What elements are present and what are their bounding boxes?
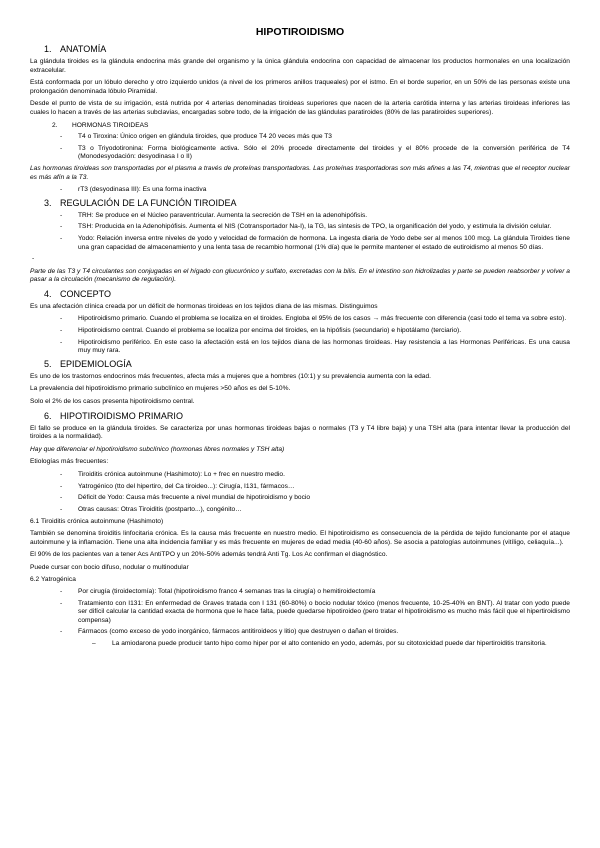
paragraph: Desde el punto de vista de su irrigación, está nutrida por 4 arterias denominadas tiroideas superiores que nacen de la arteria carótida interna y las arterias tiroideas inferiores las cuales lo hacen a través de las arterias subclavias, encargadas sobre todo, de la irrigación de las glándulas paratiroides (80% de las paratiroides superiores). — [30, 100, 570, 116]
bullet-icon: - — [60, 587, 63, 595]
italic-note: Las hormonas tiroideas son transportadas por el plasma a través de proteínas transportadoras. Las proteínas trasportadoras son más afines a las T4, mientras que el receptor nuclear es más afín a la T3. — [30, 164, 570, 181]
subsection-heading-hashimoto: 6.1 Tiroiditis crónica autoinmune (Hashimoto) — [30, 518, 164, 526]
bullet-icon: - — [60, 315, 63, 323]
paragraph: La prevalencia del hipotiroidismo primario subclínico en mujeres >50 años es del 5-10%. — [30, 385, 291, 393]
list-item: - T3 o Triyodotironina: Forma biológicamente activa. Sólo el 20% procede directamente del tiroides y el 80% procede de la conversión periférica de T4 (Monodesyodación: desyodinasa I o II) — [60, 144, 570, 161]
bullet-icon: - — [60, 144, 63, 152]
bullet-icon: - — [60, 505, 63, 513]
regulacion-list — [30, 212, 570, 252]
list-item: - Déficit de Yodo: Causa más frecuente a nivel mundial de hipotiroidismo y bocio — [60, 494, 311, 502]
empty-dash: - — [32, 255, 35, 263]
section-title: REGULACIÓN DE LA FUNCIÓN TIROIDEA — [60, 197, 237, 208]
section-number: 4. — [44, 288, 52, 299]
bullet-icon: - — [60, 234, 63, 242]
section-number: 2. — [52, 121, 58, 129]
section-title: CONCEPTO — [60, 288, 112, 299]
paragraph: Es una afectación clínica creada por un déficit de hormonas tiroideas en los tejidos diana de las mismas. Distinguimos — [30, 302, 378, 310]
list-subitem: – La amiodarona puede producir tanto hipo como hiper por el alto contenido en yodo, además, por su citotoxicidad puede dar hipertiroiditis transitoria. — [92, 639, 547, 647]
hormonas-list-2 — [30, 186, 570, 195]
paragraph: Está conformada por un lóbulo derecho y otro izquierdo unidos (a nivel de los primeros anillos traqueales) por el istmo. En el borde superior, en un 50% de las personas existe una prolongación denominada lóbulo Piramidal. — [30, 79, 570, 95]
bullet-icon: - — [60, 494, 63, 502]
list-item: - Yatrogénico (tto del hipertiro, del Ca tiroideo...): Cirugía, I131, fármacos… — [60, 482, 295, 490]
section-title: HORMONAS TIROIDEAS — [72, 121, 149, 129]
bullet-icon: - — [60, 327, 63, 335]
list-item: - TRH: Se produce en el Núcleo paraventricular. Aumenta la secreción de TSH en la adenohipófisis. — [60, 211, 368, 219]
bullet-icon: - — [60, 338, 63, 346]
section-number: 3. — [44, 197, 52, 208]
list-item: - Fármacos (como exceso de yodo inorgánico, fármacos antitiroideos y litio) que destruyen o dañan el tiroides. — [60, 628, 399, 636]
list-item: - Hipotiroidismo periférico. En este caso la afectación está en los tejidos diana de las hormonas tiroideas. Hay resistencia a las Hormonas Periféricas. Es una causa muy muy rara. — [60, 338, 570, 355]
paragraph: Solo el 2% de los casos presenta hipotiroidismo central. — [30, 398, 195, 406]
paragraph: La glándula tiroides es la glándula endocrina más grande del organismo y la única glándula endocrina con capacidad de almacenar los productos hormonales en una localización extracelular. — [30, 58, 570, 74]
bullet-icon: - — [60, 223, 63, 231]
bullet-icon: - — [60, 211, 63, 219]
section-number: 6. — [44, 410, 52, 421]
bullet-icon: – — [92, 639, 96, 647]
bullet-icon: - — [60, 471, 63, 478]
italic-note: Hay que diferenciar el hipotiroidismo subclínico (hormonas libres normales y TSH alta) — [30, 445, 285, 453]
section-number: 1. — [44, 44, 52, 54]
etiologias-list — [30, 471, 570, 514]
list-item: - Yodo: Relación inversa entre niveles de yodo y velocidad de formación de hormona. La ingesta diaria de Yodo debe ser al menos 100 mcg. La glándula Tiroides tiene una gran capacidad de almacenamiento y una lenta tasa de recambio hormonal (1% día) que le permite mantener el estado de eutiroidismo al menos 50 días. — [60, 234, 570, 251]
section-heading-epidemiologia — [30, 359, 570, 370]
paragraph: Puede cursar con bocio difuso, nodular o multinodular — [30, 563, 189, 571]
list-item: - Hipotiroidismo central. Cuando el problema se localiza por encima del tiroides, en la hipófisis (secundario) e hipotálamo (terciario). — [60, 327, 462, 335]
concepto-list — [30, 315, 570, 355]
subsection-heading-yatrogenica: 6.2 Yatrogénica — [30, 576, 76, 584]
list-item: - Tratamiento con I131: En enfermedad de Graves tratada con I 131 (60-80%) o bocio nodular tóxico (menos frecuente, 10-25-40% en BNT). Al tratar con yodo puede ser difícil calcular la cantidad exacta de hormona que le hace falta, puede quedarse hipotiroideo (pero tratar el hipotiroidismo es mucho más fácil que el hipertiroidismo compensa) — [60, 599, 570, 624]
section-heading-hormonas — [30, 122, 570, 131]
yatrogenica-list — [30, 588, 570, 649]
section-heading-anatomia — [30, 44, 570, 55]
bullet-icon: - — [60, 186, 63, 194]
paragraph: También se denomina tiroiditis linfocitaria crónica. Es la causa más frecuente en nuestro medio. El hipotiroidismo es consecuencia de la pérdida de tejido funcionante por el ataque autoinmune y la inflamación. Tiene una alta incidencia familiar y es más frecuente en mujeres de edad media (40-60 años). Se asocia a patologías autoinmunes (vitíligo, celiaquía...). — [30, 529, 570, 546]
bullet-icon: - — [60, 628, 63, 636]
section-heading-regulacion — [30, 198, 570, 209]
section-title: ANATOMÍA — [60, 44, 107, 54]
document-title: HIPOTIROIDISMO — [255, 26, 345, 38]
bullet-icon: - — [60, 482, 63, 490]
list-item: - Hipotiroidismo primario. Cuando el problema se localiza en el tiroides. Engloba el 95% de los casos → más frecuente con diferencia (casi todo el tema va sobre esto). — [60, 315, 567, 323]
list-item: - rT3 (desyodinasa III): Es una forma inactiva — [60, 186, 207, 194]
section-title: HIPOTIROIDISMO PRIMARIO — [60, 410, 183, 421]
section-title: EPIDEMIOLOGÍA — [60, 358, 132, 369]
list-item: - Otras causas: Otras Tiroiditis (postparto...), congénito… — [60, 505, 242, 513]
paragraph: El 90% de los pacientes van a tener Acs AntiTPO y un 20%-50% además tendrá Anti Tg. Los Ac confirman el diagnóstico. — [30, 551, 388, 559]
bullet-icon: - — [60, 133, 63, 141]
italic-note: Parte de las T3 y T4 circulantes son conjugadas en el hígado con glucurónico y sulfato, excretadas con la bilis. En el intestino son hidrolizadas y parte se pueden reabsorber y volver a pasar a la circulación (mecanismo de regulación). — [30, 267, 570, 284]
paragraph: Etiologías más frecuentes: — [30, 458, 109, 466]
section-number: 5. — [44, 358, 52, 369]
list-item: - T4 o Tiroxina: Único origen en glándula tiroides, que produce T4 20 veces más que T3 — [60, 133, 332, 141]
bullet-icon: - — [60, 599, 63, 607]
list-item: - TSH: Producida en la Adenohipófisis. Aumenta el NIS (Cotransportador Na-I), la TG, las síntesis de TPO, la organificación del yodo, y estimula la división celular. — [60, 223, 552, 231]
paragraph: El fallo se produce en la glándula tiroides. Se caracteriza por unas hormonas tiroideas bajas o normales (T3 y T4 libre baja) y una TSH alta (para intentar llevar la producción del tiroides a la normalidad). — [30, 424, 570, 441]
list-item: - Por cirugía (tiroidectomía): Total (hipotiroidismo franco 4 semanas tras la cirugía) o hemitiroidectomía — [60, 587, 376, 595]
section-heading-concepto — [30, 289, 570, 300]
hormonas-list — [30, 133, 570, 162]
list-item: - Tiroiditis crónica autoinmune (Hashimoto): Lo + frec en nuestro medio. — [60, 471, 285, 478]
section-heading-hipotiroidismo-primario — [30, 411, 570, 422]
paragraph: Es uno de los trastornos endocrinos más frecuentes, afecta más a mujeres que a hombres (10:1) y su prevalencia aumenta con la edad. — [30, 372, 432, 380]
